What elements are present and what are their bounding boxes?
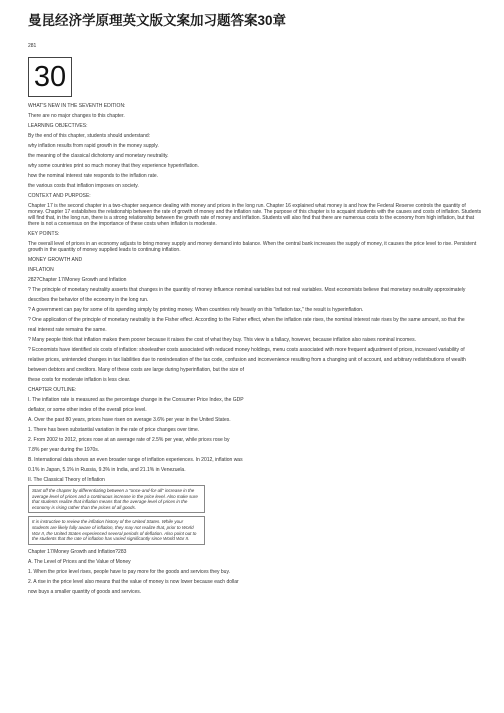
bullet-line: ? The principle of monetary neutrality asserts that changes in the quantity of money influence nominal variables but not real variables. Most economists believe that monetary neutrality approximately bbox=[28, 287, 466, 293]
bullet-line: ? Many people think that inflation makes them poorer because it raises the cost of what they buy. This view is a fallacy, however, because inflation also raises nominal incomes. bbox=[28, 337, 416, 343]
context-paragraph: Chapter 17 is the second chapter in a two-chapter sequence dealing with money and prices in the long run. Chapter 16 explained what money is and how the Federal Reserve controls the quantity of money. Chapter 17 establishes the relationship between the rate of growth of money and the inflation rate. The purpose of this chapter is to acquaint students with the causes and costs of inflation. Students will find that, in the long run, there is a strong relationship between the growth rate of money and inflation. Students will also find that there are numerous costs to the economy from high inflation, but that there is not a consensus on the importance of these costs when inflation is moderate. bbox=[28, 203, 482, 227]
key-points-paragraph: The overall level of prices in an economy adjusts to bring money supply and money demand into balance. When the central bank increases the supply of money, it causes the price level to rise. Persistent growth in the quantity of money supplied leads to continuing inflation. bbox=[28, 241, 477, 253]
bullet-line: ? A government can pay for some of its spending simply by printing money. When countries rely heavily on this "inflation tax," the result is hyperinflation. bbox=[28, 307, 364, 313]
text-line: 7.8% per year during the 1970s. bbox=[28, 447, 100, 453]
teaching-note: It is instructive to review the inflation history of the United States. While your students are likely fully aware of inflation, they may not realize that, prior to World War II, the United States experienced several periods of deflation. Also point out to the students that the rate of inflation has varied significantly since World War II. bbox=[28, 516, 205, 544]
teaching-notes bbox=[28, 485, 482, 545]
page-number: 281 bbox=[28, 43, 37, 49]
section-heading: KEY POINTS: bbox=[28, 231, 60, 237]
bullet-line: ? Economists have identified six costs of inflation: shoeleather costs associated with reduced money holdings, menu costs associated with more frequent adjustment of prices, increased variability of bbox=[28, 347, 465, 353]
teaching-note: Start off the chapter by differentiating between a "once-and-for-all" increase in the average level of prices and a continuous increase in the price level. Also make sure that students realize that inflation means that the average level of prices in the economy is rising rather than the prices of all goods. bbox=[28, 485, 205, 513]
text-line: There are no major changes to this chapter. bbox=[28, 113, 125, 119]
section-heading: CONTEXT AND PURPOSE: bbox=[28, 193, 91, 199]
running-header: Chapter 17/Money Growth and Inflation?283 bbox=[28, 548, 127, 555]
outline-item: B. International data shows an even broader range of inflation experiences. In 2012, inflation was bbox=[28, 457, 243, 463]
outline-item: II. The Classical Theory of Inflation bbox=[28, 477, 105, 483]
outline-item: 1. When the price level rises, people have to pay more for the goods and services they buy. bbox=[28, 568, 230, 575]
text-line: now buys a smaller quantity of goods and services. bbox=[28, 588, 142, 595]
section-heading: LEARNING OBJECTIVES: bbox=[28, 123, 88, 129]
text-line: describes the behavior of the economy in the long run. bbox=[28, 297, 149, 303]
objective-item: the meaning of the classical dichotomy and monetary neutrality. bbox=[28, 153, 169, 159]
objective-item: why inflation results from rapid growth in the money supply. bbox=[28, 143, 159, 149]
objective-item: why some countries print so much money that they experience hyperinflation. bbox=[28, 163, 199, 169]
text-line: By the end of this chapter, students should understand: bbox=[28, 133, 151, 139]
text-line: between debtors and creditors. Many of these costs are large during hyperinflation, but the size of bbox=[28, 367, 244, 373]
outline-item: 2. From 2002 to 2012, prices rose at an average rate of 2.5% per year, while prices rose by bbox=[28, 437, 230, 443]
chapter-heading: MONEY GROWTH AND bbox=[28, 257, 83, 263]
text-line: deflator, or some other index of the overall price level. bbox=[28, 407, 147, 413]
document-body bbox=[28, 103, 482, 595]
text-line: these costs for moderate inflation is less clear. bbox=[28, 377, 131, 383]
chapter-number-box: 30 bbox=[28, 57, 72, 97]
section-heading: CHAPTER OUTLINE: bbox=[28, 387, 77, 393]
bullet-line: ? One application of the principle of monetary neutrality is the Fisher effect. According to the Fisher effect, when the inflation rate rises, the nominal interest rate rises by the same amount, so that the bbox=[28, 317, 465, 323]
text-line: 0.1% in Japan, 5.1% in Russia, 9.3% in India, and 21.1% in Venezuela. bbox=[28, 467, 186, 473]
outline-item: I. The inflation rate is measured as the percentage change in the Consumer Price Index, the GDP bbox=[28, 397, 244, 403]
objective-item: how the nominal interest rate responds to the inflation rate. bbox=[28, 173, 159, 179]
objective-item: the various costs that inflation imposes on society. bbox=[28, 183, 139, 189]
chapter-heading: INFLATION bbox=[28, 267, 54, 273]
outline-item: A. Over the past 80 years, prices have risen on average 3.6% per year in the United States. bbox=[28, 417, 231, 423]
outline-item: 1. There has been substantial variation in the rate of price changes over time. bbox=[28, 427, 200, 433]
outline-item: A. The Level of Prices and the Value of Money bbox=[28, 558, 131, 565]
text-line: relative prices, unintended changes in tax liabilities due to nonindexation of the tax code, confusion and inconvenience resulting from a changing unit of account, and arbitrary redistributions of wealth bbox=[28, 357, 466, 363]
section-heading: WHAT'S NEW IN THE SEVENTH EDITION: bbox=[28, 103, 126, 109]
document-title: 曼昆经济学原理英文版文案加习题答案30章 bbox=[28, 13, 287, 28]
text-line: real interest rate remains the same. bbox=[28, 327, 107, 333]
outline-item: 2. A rise in the price level also means that the value of money is now lower because each dollar bbox=[28, 578, 239, 585]
running-header: 282?Chapter 17/Money Growth and Inflation bbox=[28, 277, 127, 283]
